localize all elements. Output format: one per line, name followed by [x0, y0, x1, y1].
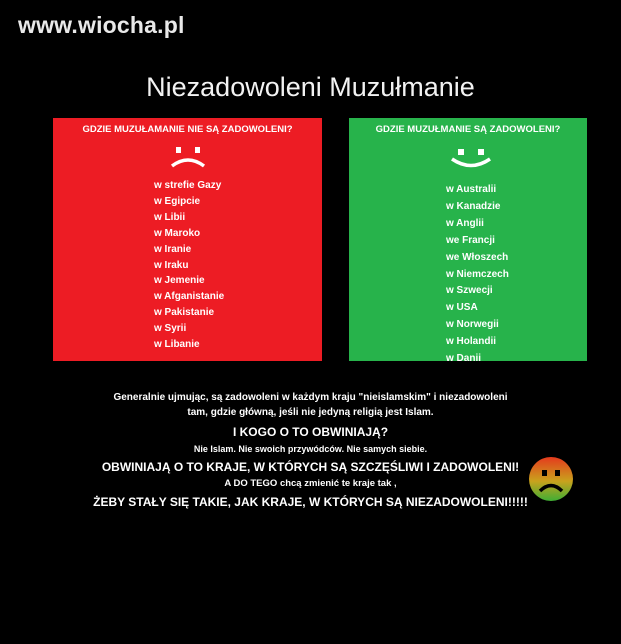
- country-item: w Anglii: [446, 217, 484, 229]
- sad-face-icon: [165, 144, 211, 170]
- text-line-2: tam, gdzie główną, jeśli nie jedyną religią jest Islam.: [187, 407, 434, 418]
- country-item: w Maroko: [154, 227, 201, 239]
- country-item: w Niemczech: [446, 268, 509, 280]
- text-line-1: Generalnie ujmując, są zadowoleni w każdym kraju "nieislamskim" i niezadowoleni: [113, 392, 508, 403]
- unhappy-country-list: [154, 178, 224, 353]
- text-line-5: OBWINIAJĄ O TO KRAJE, W KTÓRYCH SĄ SZCZĘŚLIWI I ZADOWOLENI!: [101, 460, 520, 474]
- text-line-3: I KOGO O TO OBWINIAJĄ?: [232, 425, 389, 439]
- country-item: w Kanadzie: [446, 200, 501, 212]
- country-item: we Francji: [446, 234, 495, 246]
- country-item: w Libanie: [154, 339, 200, 351]
- country-item: w Jemenie: [154, 275, 205, 287]
- sad-face-ball-icon: [528, 456, 574, 502]
- country-item: w Syrii: [154, 323, 187, 335]
- country-item: w Szwecji: [446, 285, 493, 297]
- country-item: w Iranie: [154, 243, 192, 255]
- country-item: w strefie Gazy: [154, 180, 222, 191]
- country-item: w Afganistanie: [154, 291, 225, 303]
- country-item: w Australii: [446, 184, 497, 195]
- happy-face-icon: [446, 146, 496, 172]
- watermark: www.wiocha.pl: [18, 12, 185, 38]
- happy-country-list: [446, 182, 509, 368]
- country-item: w Danii: [446, 353, 482, 365]
- unhappy-heading: GDZIE MUZUŁAMANIE NIE SĄ ZADOWOLENI?: [82, 124, 293, 135]
- country-item: w Pakistanie: [154, 307, 215, 319]
- unhappy-box: [53, 118, 322, 361]
- happy-box: [349, 118, 587, 365]
- country-item: we Włoszech: [446, 251, 509, 263]
- happy-heading: GDZIE MUZUŁMANIE SĄ ZADOWOLENI?: [375, 124, 561, 135]
- text-line-4: Nie Islam. Nie swoich przywódców. Nie samych siebie.: [193, 444, 428, 454]
- country-item: w USA: [446, 302, 478, 314]
- text-line-7: ŻEBY STAŁY SIĘ TAKIE, JAK KRAJE, W KTÓRYCH SĄ NIEZADOWOLENI!!!!!: [93, 495, 528, 509]
- country-item: w Norwegii: [446, 319, 499, 331]
- country-item: w Libii: [154, 211, 186, 223]
- text-line-6: A DO TEGO chcą zmienić te kraje tak ,: [224, 478, 397, 489]
- page-title: Niezadowoleni Muzułmanie: [146, 72, 475, 102]
- country-item: w Egipcie: [154, 195, 201, 207]
- country-item: w Iraku: [154, 259, 189, 271]
- country-item: w Holandii: [446, 336, 496, 348]
